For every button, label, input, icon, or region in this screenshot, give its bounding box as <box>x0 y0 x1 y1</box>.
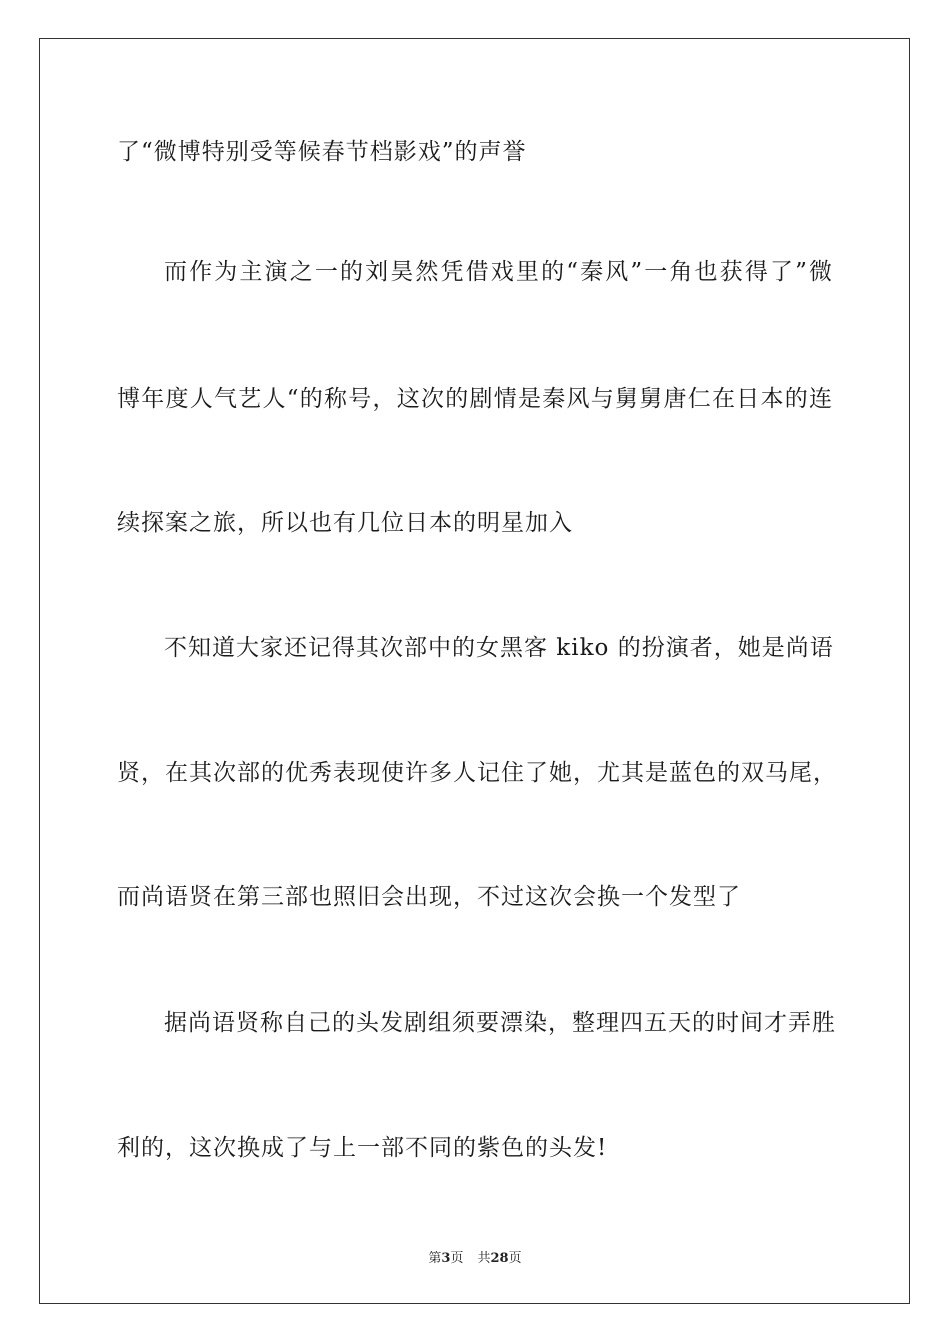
page-border <box>39 38 910 1304</box>
text-line-3: 博年度人气艺人“的称号，这次的剧情是秦风与舅舅唐仁在日本的连 <box>117 386 833 412</box>
text-line-4: 续探案之旅，所以也有几位日本的明星加入 <box>117 510 573 536</box>
total-suffix: 页 <box>508 1251 522 1266</box>
text-line-2: 而作为主演之一的刘昊然凭借戏里的“秦风”一角也获得了”微 <box>164 259 833 285</box>
text-line-5: 不知道大家还记得其次部中的女黑客 kiko 的扮演者，她是尚语 <box>164 635 834 661</box>
total-pages: 28 <box>490 1251 509 1266</box>
text-line-7: 而尚语贤在第三部也照旧会出现，不过这次会换一个发型了 <box>117 884 741 910</box>
page-footer <box>0 1247 950 1266</box>
page-prefix: 第 <box>428 1251 442 1266</box>
text-line-8: 据尚语贤称自己的头发剧组须要漂染，整理四五天的时间才弄胜 <box>164 1010 836 1036</box>
page-suffix: 页 <box>450 1251 464 1266</box>
text-line-9: 利的，这次换成了与上一部不同的紫色的头发! <box>117 1135 608 1161</box>
text-line-1: 了“微博特别受等候春节档影戏”的声誉 <box>117 139 527 165</box>
total-prefix: 共 <box>477 1251 491 1266</box>
text-line-6: 贤，在其次部的优秀表现使许多人记住了她，尤其是蓝色的双马尾， <box>117 760 837 786</box>
page-number: 3 <box>441 1251 451 1266</box>
